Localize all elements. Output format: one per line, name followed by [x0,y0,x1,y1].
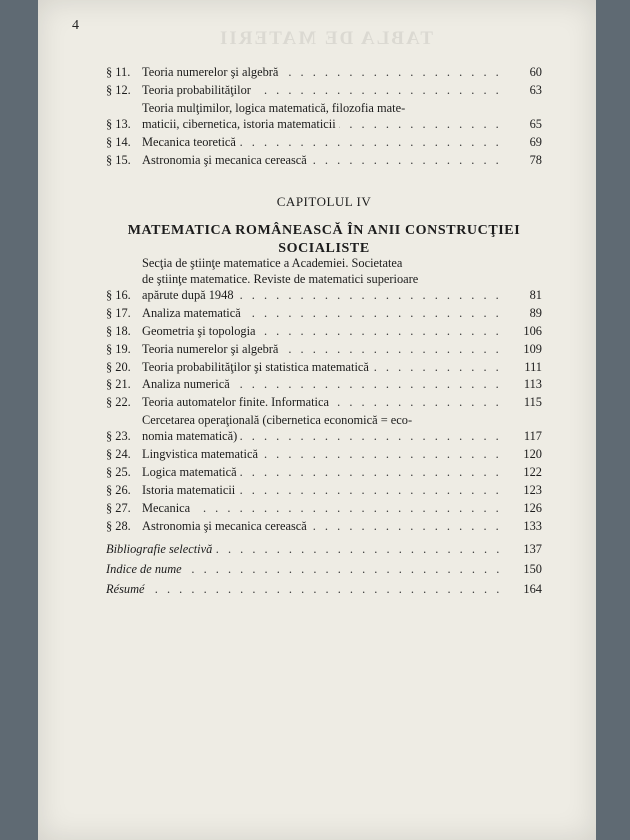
toc-entry [106,305,542,321]
section-number: § 19. [106,341,131,356]
page-reference: 111 [524,359,542,374]
entry-title-text: Logica matematică [142,465,240,479]
entry-title-text: Bibliografie selectivă [106,542,215,556]
entry-title [142,82,508,98]
entry-title [142,412,508,444]
entry-title-text: Astronomia şi mecanica cerească [142,519,310,533]
entry-title [142,305,508,321]
page-reference: 123 [523,482,542,497]
toc-second-block [106,255,542,536]
entry-title-text: Geometria şi topologia [142,324,259,338]
toc-entry [106,500,542,516]
toc-entry [106,255,542,303]
section-number: § 12. [106,83,131,97]
entry-title-line: Secţia de ştiinţe matematice a Academiei. Societatea [142,256,403,270]
entry-title-text: Mecanica [142,501,193,515]
page-reference: 81 [529,288,542,302]
entry-title [106,581,508,597]
section-number: § 25. [106,465,131,480]
toc-entry [106,394,542,410]
entry-title [142,341,508,357]
section-number: § 14. [106,135,131,149]
entry-title-text: Mecanica teoretică [142,135,239,149]
entry-title [142,376,508,392]
entry-title [142,152,508,168]
entry-title [106,561,508,577]
entry-title [142,64,508,80]
entry-title-line: apărute după 1948 [142,288,237,302]
back-matter-entry [106,541,542,557]
page-number: 4 [72,18,79,33]
section-number: § 20. [106,359,131,374]
chapter-title-line-2: SOCIALISTE [278,241,370,256]
page-reference: 133 [523,518,542,533]
chapter-title [106,222,542,258]
chapter-title-line-1: MATEMATICA ROMÂNEASCĂ ÎN ANII CONSTRUCŢIEI [127,223,521,238]
page-reference: 113 [523,377,542,392]
page-reference: 60 [529,65,542,79]
toc-entry [106,152,542,168]
page-reference: 126 [523,500,542,515]
toc-entry [106,464,542,480]
entry-title-text: Analiza matematică [142,306,244,320]
entry-title [106,541,508,557]
entry-title [142,446,508,462]
toc-entry [106,134,542,150]
page-reference: 164 [523,582,542,596]
entry-title [142,359,508,375]
entry-title-text: Teoria probabilităţilor [142,83,254,97]
entry-title [142,100,508,132]
section-number: § 21. [106,377,131,392]
chapter-heading [106,194,542,258]
entry-title [142,323,508,339]
toc-entry [106,412,542,444]
toc-entry [106,359,542,375]
entry-title-text: Astronomia şi mecanica cerească [142,153,310,167]
page-reference: 65 [529,117,542,131]
toc-entry [106,376,542,392]
bleed-through-title: TABLA DE MATERII [218,28,433,49]
entry-title-line: Cercetarea operaţională (cibernetica economică = eco- [142,413,413,428]
entry-title [142,464,508,480]
page-reference: 78 [529,153,542,167]
toc-entry [106,64,542,80]
toc-first-block [106,64,542,170]
page-reference: 117 [523,429,542,444]
page-reference: 63 [529,83,542,97]
entry-title [142,482,508,498]
entry-title-text: Teoria numerelor şi algebră [142,65,281,79]
toc-entry [106,446,542,462]
toc-entry [106,482,542,498]
entry-title-text: Résumé [106,582,148,596]
section-number: § 18. [106,323,131,338]
section-number: § 26. [106,482,131,497]
toc-entry [106,100,542,132]
entry-title [142,255,508,303]
section-number: § 13. [106,117,131,131]
section-number: § 23. [106,429,131,444]
section-number: § 27. [106,500,131,515]
page-reference: 115 [523,395,542,410]
section-number: § 16. [106,288,131,302]
entry-title [142,134,508,150]
entry-title [142,518,508,534]
entry-title [142,394,508,410]
page-reference: 109 [523,341,542,356]
entry-title-line: maticii, cibernetica, istoria matematicii [142,117,339,131]
entry-title-line: nomia matematică) [142,429,240,443]
entry-title-line: Teoria mulţimilor, logica matematică, filozofia mate- [142,101,406,115]
page-reference: 150 [523,562,542,576]
page-reference: 137 [523,542,542,556]
entry-title-text: Teoria probabilităţilor şi statistica matematică [142,360,372,374]
toc-back-matter [106,541,542,601]
toc-entry [106,341,542,357]
section-number: § 22. [106,395,131,410]
section-number: § 28. [106,518,131,533]
entry-title-text: Istoria matematicii [142,483,238,497]
back-matter-entry [106,581,542,597]
section-number: § 17. [106,305,131,320]
section-number: § 24. [106,447,131,462]
entry-title-text: Analiza numerică [142,377,233,391]
toc-entry [106,518,542,534]
toc-entry [106,323,542,339]
entry-title-text: Teoria numerelor şi algebră [142,342,281,356]
section-number: § 15. [106,153,131,167]
page-reference: 122 [523,465,542,480]
page-reference: 120 [523,447,542,462]
entry-title-text: Indice de nume [106,562,185,576]
entry-title-text: Lingvistica matematică [142,447,261,461]
back-matter-entry [106,561,542,577]
entry-title [142,500,508,516]
entry-title-text: Teoria automatelor finite. Informatica [142,395,332,409]
page-reference: 89 [529,305,542,320]
entry-title-line: de ştiinţe matematice. Reviste de matematici superioare [142,272,419,286]
section-number: § 11. [106,65,131,79]
page-reference: 106 [523,323,542,338]
toc-entry [106,82,542,98]
chapter-label: CAPITOLUL IV [276,194,372,209]
page-reference: 69 [529,135,542,149]
